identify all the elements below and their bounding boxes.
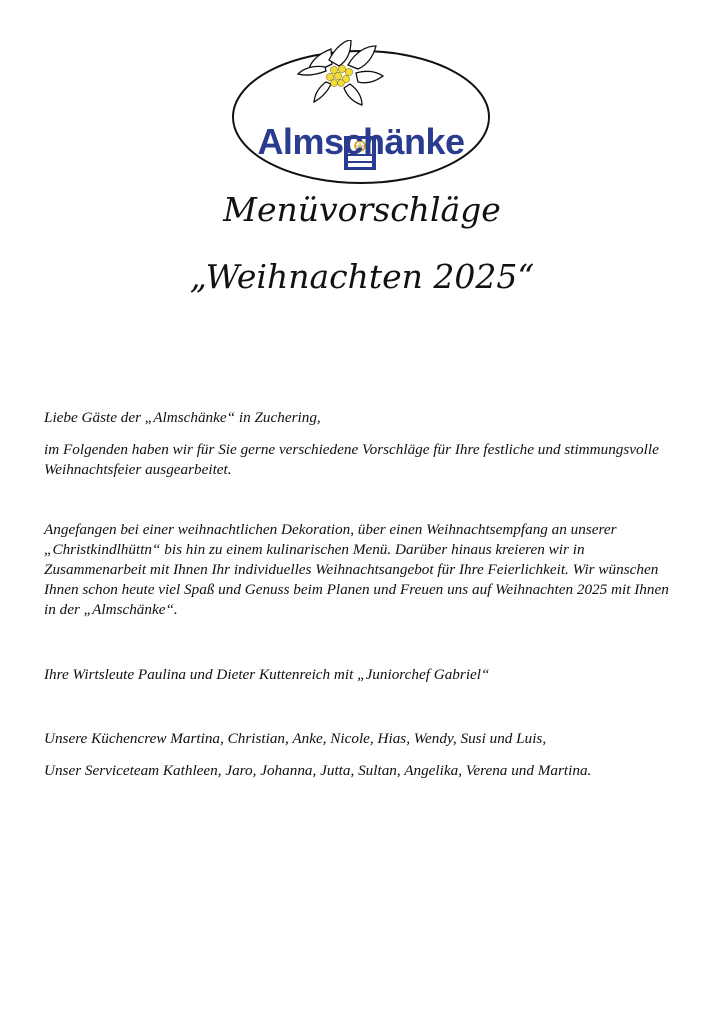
greeting-text: Liebe Gäste der „Almschänke“ in Zuchering, [44, 409, 321, 426]
almschaenke-logo [230, 40, 492, 186]
page-subtitle: „Weihnachten 2025“ [189, 257, 535, 296]
service-team-line: Unser Serviceteam Kathleen, Jaro, Johanna, Jutta, Sultan, Angelika, Verena und Martina. [44, 762, 592, 779]
intro-paragraph: im Folgenden haben wir für Sie gerne verschiedene Vorschläge für Ihre festliche und stimmungsvolle Weihnachtsfeier ausgearbeitet. [44, 441, 659, 478]
kitchen-crew-line: Unsere Küchencrew Martina, Christian, Anke, Nicole, Hias, Wendy, Susi und Luis, [44, 730, 547, 747]
hosts-line: Ihre Wirtsleute Paulina und Dieter Kuttenreich mit „Juniorchef Gabriel“ [44, 666, 490, 683]
logo-wordmark: Almschänke [257, 121, 465, 162]
page-title: Menüvorschläge [223, 190, 501, 229]
logo-graphic [230, 40, 492, 186]
main-paragraph: Angefangen bei einer weihnachtlichen Dekoration, über einen Weihnachtsempfang an unserer „Christkindlhüttn“ bis hin zu einem kulinarischen Menü. Darüber hinaus kreieren wir in Zusammenarbeit mit Ihnen Ihr individuelles Weihnachtsangebot für Ihre Feierlichkeit. Wir wünschen Ihnen schon heute viel Spaß und Genuss beim Planen und Freuen uns auf Weihnachten 2025 mit Ihnen in der „Almschänke“. [44, 521, 669, 618]
